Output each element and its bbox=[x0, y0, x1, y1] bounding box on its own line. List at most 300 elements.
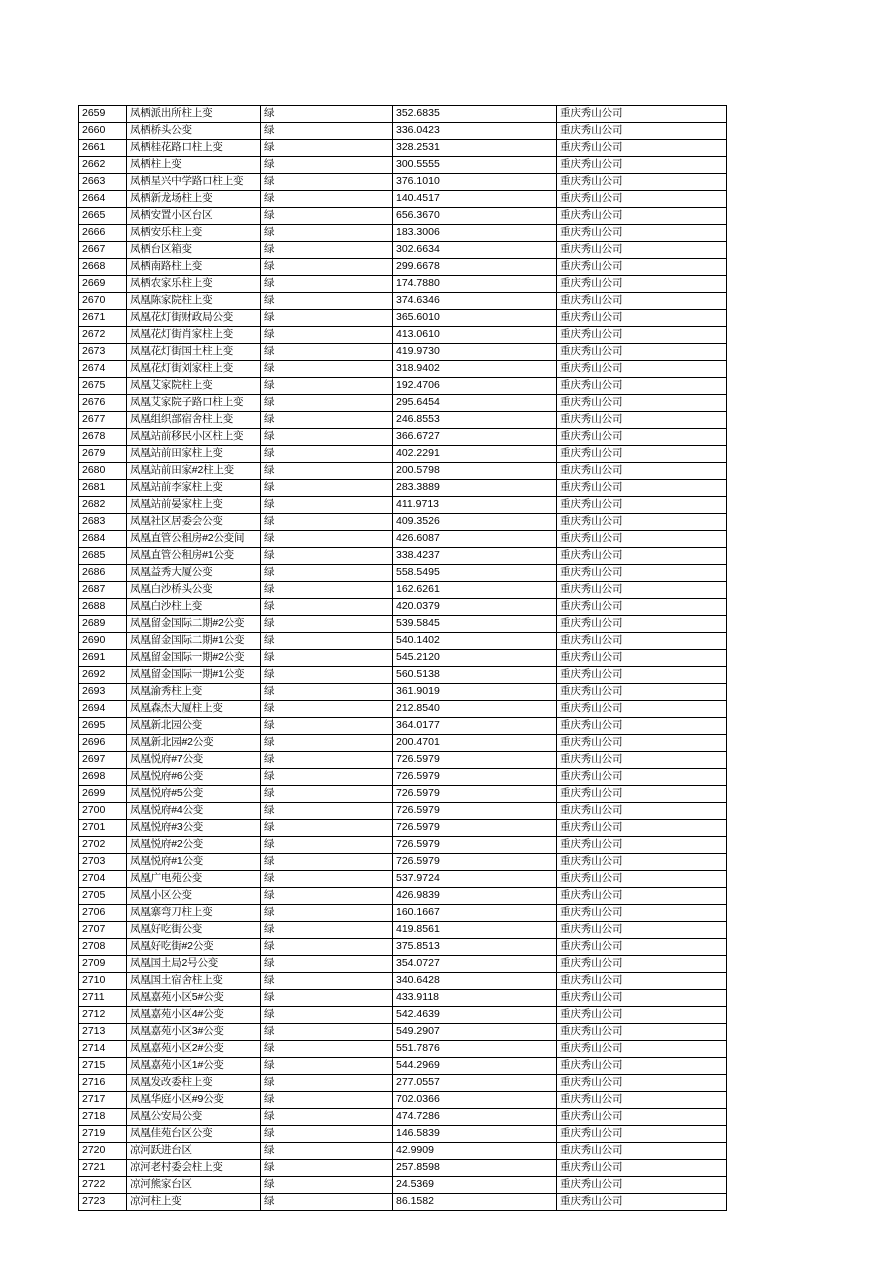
cell-color: 绿 bbox=[261, 429, 393, 446]
cell-id: 2709 bbox=[79, 956, 127, 973]
cell-name: 凤凰留金国际二期#2公变 bbox=[127, 616, 261, 633]
cell-id: 2669 bbox=[79, 276, 127, 293]
cell-color: 绿 bbox=[261, 718, 393, 735]
cell-value: 24.5369 bbox=[393, 1177, 557, 1194]
cell-value: 340.6428 bbox=[393, 973, 557, 990]
cell-id: 2702 bbox=[79, 837, 127, 854]
cell-id: 2665 bbox=[79, 208, 127, 225]
cell-company: 重庆秀山公司 bbox=[557, 463, 727, 480]
cell-id: 2668 bbox=[79, 259, 127, 276]
cell-color: 绿 bbox=[261, 497, 393, 514]
cell-id: 2721 bbox=[79, 1160, 127, 1177]
table-row bbox=[79, 225, 727, 242]
table-row bbox=[79, 871, 727, 888]
cell-value: 162.6261 bbox=[393, 582, 557, 599]
cell-color: 绿 bbox=[261, 803, 393, 820]
cell-name: 凤栖派出所柱上变 bbox=[127, 106, 261, 123]
cell-id: 2683 bbox=[79, 514, 127, 531]
cell-value: 433.9118 bbox=[393, 990, 557, 1007]
cell-id: 2676 bbox=[79, 395, 127, 412]
cell-id: 2677 bbox=[79, 412, 127, 429]
cell-value: 426.9839 bbox=[393, 888, 557, 905]
cell-company: 重庆秀山公司 bbox=[557, 735, 727, 752]
cell-name: 凤凰组织部宿舍柱上变 bbox=[127, 412, 261, 429]
cell-name: 凤凰花灯街国土柱上变 bbox=[127, 344, 261, 361]
table-row bbox=[79, 905, 727, 922]
cell-company: 重庆秀山公司 bbox=[557, 786, 727, 803]
cell-company: 重庆秀山公司 bbox=[557, 242, 727, 259]
cell-company: 重庆秀山公司 bbox=[557, 939, 727, 956]
cell-company: 重庆秀山公司 bbox=[557, 480, 727, 497]
table-row bbox=[79, 667, 727, 684]
cell-company: 重庆秀山公司 bbox=[557, 1041, 727, 1058]
cell-color: 绿 bbox=[261, 310, 393, 327]
table-row bbox=[79, 1041, 727, 1058]
cell-color: 绿 bbox=[261, 1041, 393, 1058]
cell-value: 545.2120 bbox=[393, 650, 557, 667]
cell-id: 2714 bbox=[79, 1041, 127, 1058]
cell-color: 绿 bbox=[261, 531, 393, 548]
table-body bbox=[79, 106, 727, 1211]
cell-company: 重庆秀山公司 bbox=[557, 854, 727, 871]
cell-id: 2718 bbox=[79, 1109, 127, 1126]
cell-color: 绿 bbox=[261, 242, 393, 259]
cell-company: 重庆秀山公司 bbox=[557, 820, 727, 837]
cell-value: 328.2531 bbox=[393, 140, 557, 157]
cell-value: 277.0557 bbox=[393, 1075, 557, 1092]
cell-value: 354.0727 bbox=[393, 956, 557, 973]
cell-name: 凤凰悦府#7公变 bbox=[127, 752, 261, 769]
cell-id: 2662 bbox=[79, 157, 127, 174]
cell-color: 绿 bbox=[261, 735, 393, 752]
table-row bbox=[79, 548, 727, 565]
cell-company: 重庆秀山公司 bbox=[557, 701, 727, 718]
cell-company: 重庆秀山公司 bbox=[557, 871, 727, 888]
cell-color: 绿 bbox=[261, 1143, 393, 1160]
cell-color: 绿 bbox=[261, 1007, 393, 1024]
cell-company: 重庆秀山公司 bbox=[557, 1143, 727, 1160]
table-row bbox=[79, 803, 727, 820]
cell-value: 420.0379 bbox=[393, 599, 557, 616]
cell-color: 绿 bbox=[261, 769, 393, 786]
cell-id: 2720 bbox=[79, 1143, 127, 1160]
cell-name: 凤凰花灯街财政局公变 bbox=[127, 310, 261, 327]
cell-name: 凤栖桂花路口柱上变 bbox=[127, 140, 261, 157]
cell-id: 2705 bbox=[79, 888, 127, 905]
cell-name: 凤凰华庭小区#9公变 bbox=[127, 1092, 261, 1109]
cell-id: 2700 bbox=[79, 803, 127, 820]
cell-value: 302.6634 bbox=[393, 242, 557, 259]
table-row bbox=[79, 633, 727, 650]
cell-id: 2699 bbox=[79, 786, 127, 803]
cell-color: 绿 bbox=[261, 293, 393, 310]
cell-value: 318.9402 bbox=[393, 361, 557, 378]
cell-company: 重庆秀山公司 bbox=[557, 293, 727, 310]
cell-color: 绿 bbox=[261, 786, 393, 803]
cell-value: 352.6835 bbox=[393, 106, 557, 123]
cell-value: 374.6346 bbox=[393, 293, 557, 310]
cell-value: 419.8561 bbox=[393, 922, 557, 939]
cell-id: 2694 bbox=[79, 701, 127, 718]
table-row bbox=[79, 1194, 727, 1211]
cell-color: 绿 bbox=[261, 1092, 393, 1109]
cell-value: 375.8513 bbox=[393, 939, 557, 956]
cell-id: 2684 bbox=[79, 531, 127, 548]
cell-color: 绿 bbox=[261, 565, 393, 582]
cell-value: 474.7286 bbox=[393, 1109, 557, 1126]
cell-color: 绿 bbox=[261, 548, 393, 565]
cell-value: 361.9019 bbox=[393, 684, 557, 701]
cell-color: 绿 bbox=[261, 837, 393, 854]
cell-name: 凤凰新北园公变 bbox=[127, 718, 261, 735]
cell-value: 726.5979 bbox=[393, 752, 557, 769]
data-table-container bbox=[78, 105, 726, 1211]
cell-color: 绿 bbox=[261, 633, 393, 650]
table-row bbox=[79, 837, 727, 854]
cell-value: 539.5845 bbox=[393, 616, 557, 633]
cell-color: 绿 bbox=[261, 871, 393, 888]
cell-id: 2689 bbox=[79, 616, 127, 633]
cell-company: 重庆秀山公司 bbox=[557, 157, 727, 174]
cell-name: 凤栖安置小区台区 bbox=[127, 208, 261, 225]
table-row bbox=[79, 531, 727, 548]
cell-name: 凤凰陈家院柱上变 bbox=[127, 293, 261, 310]
table-row bbox=[79, 378, 727, 395]
cell-value: 413.0610 bbox=[393, 327, 557, 344]
cell-color: 绿 bbox=[261, 599, 393, 616]
cell-id: 2710 bbox=[79, 973, 127, 990]
cell-color: 绿 bbox=[261, 225, 393, 242]
cell-value: 402.2291 bbox=[393, 446, 557, 463]
cell-company: 重庆秀山公司 bbox=[557, 633, 727, 650]
cell-color: 绿 bbox=[261, 701, 393, 718]
table-row bbox=[79, 718, 727, 735]
cell-color: 绿 bbox=[261, 990, 393, 1007]
table-row bbox=[79, 786, 727, 803]
cell-value: 192.4706 bbox=[393, 378, 557, 395]
cell-value: 560.5138 bbox=[393, 667, 557, 684]
cell-name: 凤凰站前晏家柱上变 bbox=[127, 497, 261, 514]
cell-name: 凤凰新北园#2公变 bbox=[127, 735, 261, 752]
table-row bbox=[79, 1058, 727, 1075]
table-row bbox=[79, 259, 727, 276]
table-row bbox=[79, 480, 727, 497]
table-row bbox=[79, 650, 727, 667]
cell-value: 726.5979 bbox=[393, 837, 557, 854]
cell-company: 重庆秀山公司 bbox=[557, 973, 727, 990]
table-row bbox=[79, 327, 727, 344]
cell-color: 绿 bbox=[261, 191, 393, 208]
cell-color: 绿 bbox=[261, 395, 393, 412]
cell-value: 200.4701 bbox=[393, 735, 557, 752]
cell-company: 重庆秀山公司 bbox=[557, 106, 727, 123]
cell-value: 726.5979 bbox=[393, 854, 557, 871]
table-row bbox=[79, 123, 727, 140]
cell-company: 重庆秀山公司 bbox=[557, 123, 727, 140]
table-row bbox=[79, 174, 727, 191]
table-row bbox=[79, 497, 727, 514]
cell-color: 绿 bbox=[261, 854, 393, 871]
cell-value: 212.8540 bbox=[393, 701, 557, 718]
table-row bbox=[79, 191, 727, 208]
cell-value: 365.6010 bbox=[393, 310, 557, 327]
cell-value: 246.8553 bbox=[393, 412, 557, 429]
cell-id: 2674 bbox=[79, 361, 127, 378]
cell-value: 140.4517 bbox=[393, 191, 557, 208]
table-row bbox=[79, 1109, 727, 1126]
cell-name: 凤栖农家乐柱上变 bbox=[127, 276, 261, 293]
cell-id: 2703 bbox=[79, 854, 127, 871]
cell-id: 2681 bbox=[79, 480, 127, 497]
cell-name: 凉河老村委会柱上变 bbox=[127, 1160, 261, 1177]
cell-company: 重庆秀山公司 bbox=[557, 616, 727, 633]
cell-id: 2678 bbox=[79, 429, 127, 446]
cell-color: 绿 bbox=[261, 1126, 393, 1143]
cell-name: 凤凰森杰大厦柱上变 bbox=[127, 701, 261, 718]
cell-color: 绿 bbox=[261, 361, 393, 378]
cell-color: 绿 bbox=[261, 667, 393, 684]
table-row bbox=[79, 956, 727, 973]
cell-id: 2686 bbox=[79, 565, 127, 582]
cell-name: 凤凰公安局公变 bbox=[127, 1109, 261, 1126]
cell-value: 726.5979 bbox=[393, 769, 557, 786]
cell-color: 绿 bbox=[261, 973, 393, 990]
cell-id: 2723 bbox=[79, 1194, 127, 1211]
cell-company: 重庆秀山公司 bbox=[557, 446, 727, 463]
table-row bbox=[79, 344, 727, 361]
cell-company: 重庆秀山公司 bbox=[557, 837, 727, 854]
cell-id: 2692 bbox=[79, 667, 127, 684]
cell-value: 160.1667 bbox=[393, 905, 557, 922]
cell-value: 42.9909 bbox=[393, 1143, 557, 1160]
cell-value: 656.3670 bbox=[393, 208, 557, 225]
cell-name: 凤凰留金国际一期#1公变 bbox=[127, 667, 261, 684]
cell-id: 2698 bbox=[79, 769, 127, 786]
table-row bbox=[79, 599, 727, 616]
table-row bbox=[79, 616, 727, 633]
table-row bbox=[79, 684, 727, 701]
cell-color: 绿 bbox=[261, 1177, 393, 1194]
table-row bbox=[79, 939, 727, 956]
cell-id: 2685 bbox=[79, 548, 127, 565]
table-row bbox=[79, 1126, 727, 1143]
cell-color: 绿 bbox=[261, 412, 393, 429]
table-row bbox=[79, 973, 727, 990]
table-row bbox=[79, 922, 727, 939]
cell-value: 283.3889 bbox=[393, 480, 557, 497]
cell-color: 绿 bbox=[261, 888, 393, 905]
cell-id: 2663 bbox=[79, 174, 127, 191]
cell-color: 绿 bbox=[261, 1058, 393, 1075]
cell-id: 2682 bbox=[79, 497, 127, 514]
cell-id: 2680 bbox=[79, 463, 127, 480]
cell-value: 364.0177 bbox=[393, 718, 557, 735]
cell-name: 凤凰嘉苑小区4#公变 bbox=[127, 1007, 261, 1024]
cell-id: 2690 bbox=[79, 633, 127, 650]
cell-name: 凤凰寨弯刀柱上变 bbox=[127, 905, 261, 922]
cell-company: 重庆秀山公司 bbox=[557, 259, 727, 276]
cell-color: 绿 bbox=[261, 446, 393, 463]
cell-name: 凤凰好吃街#2公变 bbox=[127, 939, 261, 956]
cell-company: 重庆秀山公司 bbox=[557, 582, 727, 599]
cell-value: 540.1402 bbox=[393, 633, 557, 650]
cell-name: 凤凰站前田家#2柱上变 bbox=[127, 463, 261, 480]
cell-name: 凤栖桥头公变 bbox=[127, 123, 261, 140]
table-row bbox=[79, 429, 727, 446]
cell-color: 绿 bbox=[261, 123, 393, 140]
table-row bbox=[79, 565, 727, 582]
cell-company: 重庆秀山公司 bbox=[557, 378, 727, 395]
cell-name: 凤凰白沙柱上变 bbox=[127, 599, 261, 616]
cell-company: 重庆秀山公司 bbox=[557, 1024, 727, 1041]
cell-id: 2701 bbox=[79, 820, 127, 837]
cell-name: 凤凰嘉苑小区5#公变 bbox=[127, 990, 261, 1007]
table-row bbox=[79, 463, 727, 480]
cell-id: 2670 bbox=[79, 293, 127, 310]
table-row bbox=[79, 276, 727, 293]
cell-color: 绿 bbox=[261, 1024, 393, 1041]
cell-value: 549.2907 bbox=[393, 1024, 557, 1041]
table-row bbox=[79, 412, 727, 429]
cell-name: 凤凰悦府#5公变 bbox=[127, 786, 261, 803]
cell-value: 200.5798 bbox=[393, 463, 557, 480]
cell-color: 绿 bbox=[261, 582, 393, 599]
cell-color: 绿 bbox=[261, 752, 393, 769]
cell-value: 411.9713 bbox=[393, 497, 557, 514]
cell-name: 凤凰白沙桥头公变 bbox=[127, 582, 261, 599]
cell-value: 702.0366 bbox=[393, 1092, 557, 1109]
cell-name: 凤凰站前移民小区柱上变 bbox=[127, 429, 261, 446]
cell-value: 257.8598 bbox=[393, 1160, 557, 1177]
cell-company: 重庆秀山公司 bbox=[557, 1177, 727, 1194]
cell-name: 凤凰发改委柱上变 bbox=[127, 1075, 261, 1092]
cell-name: 凤凰花灯街刘家柱上变 bbox=[127, 361, 261, 378]
cell-id: 2704 bbox=[79, 871, 127, 888]
cell-company: 重庆秀山公司 bbox=[557, 956, 727, 973]
table-row bbox=[79, 735, 727, 752]
cell-company: 重庆秀山公司 bbox=[557, 276, 727, 293]
cell-company: 重庆秀山公司 bbox=[557, 497, 727, 514]
cell-name: 凤凰艾家院柱上变 bbox=[127, 378, 261, 395]
cell-value: 544.2969 bbox=[393, 1058, 557, 1075]
cell-color: 绿 bbox=[261, 1160, 393, 1177]
table-row bbox=[79, 242, 727, 259]
cell-company: 重庆秀山公司 bbox=[557, 1007, 727, 1024]
cell-name: 凤凰社区居委会公变 bbox=[127, 514, 261, 531]
cell-company: 重庆秀山公司 bbox=[557, 752, 727, 769]
cell-name: 凤凰广电苑公变 bbox=[127, 871, 261, 888]
cell-color: 绿 bbox=[261, 140, 393, 157]
cell-color: 绿 bbox=[261, 956, 393, 973]
transformer-data-table bbox=[78, 105, 727, 1211]
cell-name: 凤栖安乐柱上变 bbox=[127, 225, 261, 242]
cell-name: 凤栖南路柱上变 bbox=[127, 259, 261, 276]
table-row bbox=[79, 446, 727, 463]
cell-value: 376.1010 bbox=[393, 174, 557, 191]
cell-company: 重庆秀山公司 bbox=[557, 684, 727, 701]
cell-id: 2660 bbox=[79, 123, 127, 140]
cell-id: 2679 bbox=[79, 446, 127, 463]
cell-value: 558.5495 bbox=[393, 565, 557, 582]
table-row bbox=[79, 854, 727, 871]
cell-id: 2667 bbox=[79, 242, 127, 259]
cell-value: 551.7876 bbox=[393, 1041, 557, 1058]
cell-name: 凤凰嘉苑小区2#公变 bbox=[127, 1041, 261, 1058]
table-row bbox=[79, 1007, 727, 1024]
cell-company: 重庆秀山公司 bbox=[557, 361, 727, 378]
table-row bbox=[79, 1177, 727, 1194]
cell-company: 重庆秀山公司 bbox=[557, 310, 727, 327]
cell-color: 绿 bbox=[261, 327, 393, 344]
cell-value: 419.9730 bbox=[393, 344, 557, 361]
table-row bbox=[79, 990, 727, 1007]
cell-id: 2688 bbox=[79, 599, 127, 616]
cell-color: 绿 bbox=[261, 344, 393, 361]
cell-id: 2666 bbox=[79, 225, 127, 242]
cell-id: 2711 bbox=[79, 990, 127, 1007]
cell-value: 174.7880 bbox=[393, 276, 557, 293]
cell-id: 2713 bbox=[79, 1024, 127, 1041]
cell-color: 绿 bbox=[261, 1075, 393, 1092]
table-row bbox=[79, 1143, 727, 1160]
cell-company: 重庆秀山公司 bbox=[557, 1194, 727, 1211]
cell-id: 2693 bbox=[79, 684, 127, 701]
cell-company: 重庆秀山公司 bbox=[557, 718, 727, 735]
cell-company: 重庆秀山公司 bbox=[557, 191, 727, 208]
cell-name: 凤凰悦府#4公变 bbox=[127, 803, 261, 820]
cell-id: 2717 bbox=[79, 1092, 127, 1109]
cell-color: 绿 bbox=[261, 378, 393, 395]
table-row bbox=[79, 293, 727, 310]
cell-company: 重庆秀山公司 bbox=[557, 565, 727, 582]
table-row bbox=[79, 1092, 727, 1109]
cell-name: 凤凰悦府#1公变 bbox=[127, 854, 261, 871]
cell-color: 绿 bbox=[261, 1109, 393, 1126]
table-row bbox=[79, 582, 727, 599]
cell-company: 重庆秀山公司 bbox=[557, 208, 727, 225]
cell-value: 366.6727 bbox=[393, 429, 557, 446]
cell-company: 重庆秀山公司 bbox=[557, 1075, 727, 1092]
cell-name: 凤凰国土局2号公变 bbox=[127, 956, 261, 973]
table-row bbox=[79, 769, 727, 786]
cell-name: 凤凰国土宿舍柱上变 bbox=[127, 973, 261, 990]
cell-id: 2672 bbox=[79, 327, 127, 344]
cell-company: 重庆秀山公司 bbox=[557, 650, 727, 667]
cell-value: 295.6454 bbox=[393, 395, 557, 412]
table-row bbox=[79, 1075, 727, 1092]
cell-name: 凤栖台区箱变 bbox=[127, 242, 261, 259]
cell-name: 凤凰佳苑台区公变 bbox=[127, 1126, 261, 1143]
cell-value: 726.5979 bbox=[393, 820, 557, 837]
cell-id: 2687 bbox=[79, 582, 127, 599]
cell-name: 凤凰嘉苑小区3#公变 bbox=[127, 1024, 261, 1041]
cell-value: 146.5839 bbox=[393, 1126, 557, 1143]
cell-id: 2664 bbox=[79, 191, 127, 208]
table-row bbox=[79, 310, 727, 327]
cell-color: 绿 bbox=[261, 922, 393, 939]
cell-color: 绿 bbox=[261, 684, 393, 701]
cell-value: 409.3526 bbox=[393, 514, 557, 531]
cell-id: 2716 bbox=[79, 1075, 127, 1092]
cell-color: 绿 bbox=[261, 174, 393, 191]
cell-company: 重庆秀山公司 bbox=[557, 667, 727, 684]
cell-company: 重庆秀山公司 bbox=[557, 1092, 727, 1109]
cell-company: 重庆秀山公司 bbox=[557, 1109, 727, 1126]
cell-name: 凤凰渝秀柱上变 bbox=[127, 684, 261, 701]
cell-company: 重庆秀山公司 bbox=[557, 1058, 727, 1075]
cell-company: 重庆秀山公司 bbox=[557, 769, 727, 786]
cell-color: 绿 bbox=[261, 480, 393, 497]
